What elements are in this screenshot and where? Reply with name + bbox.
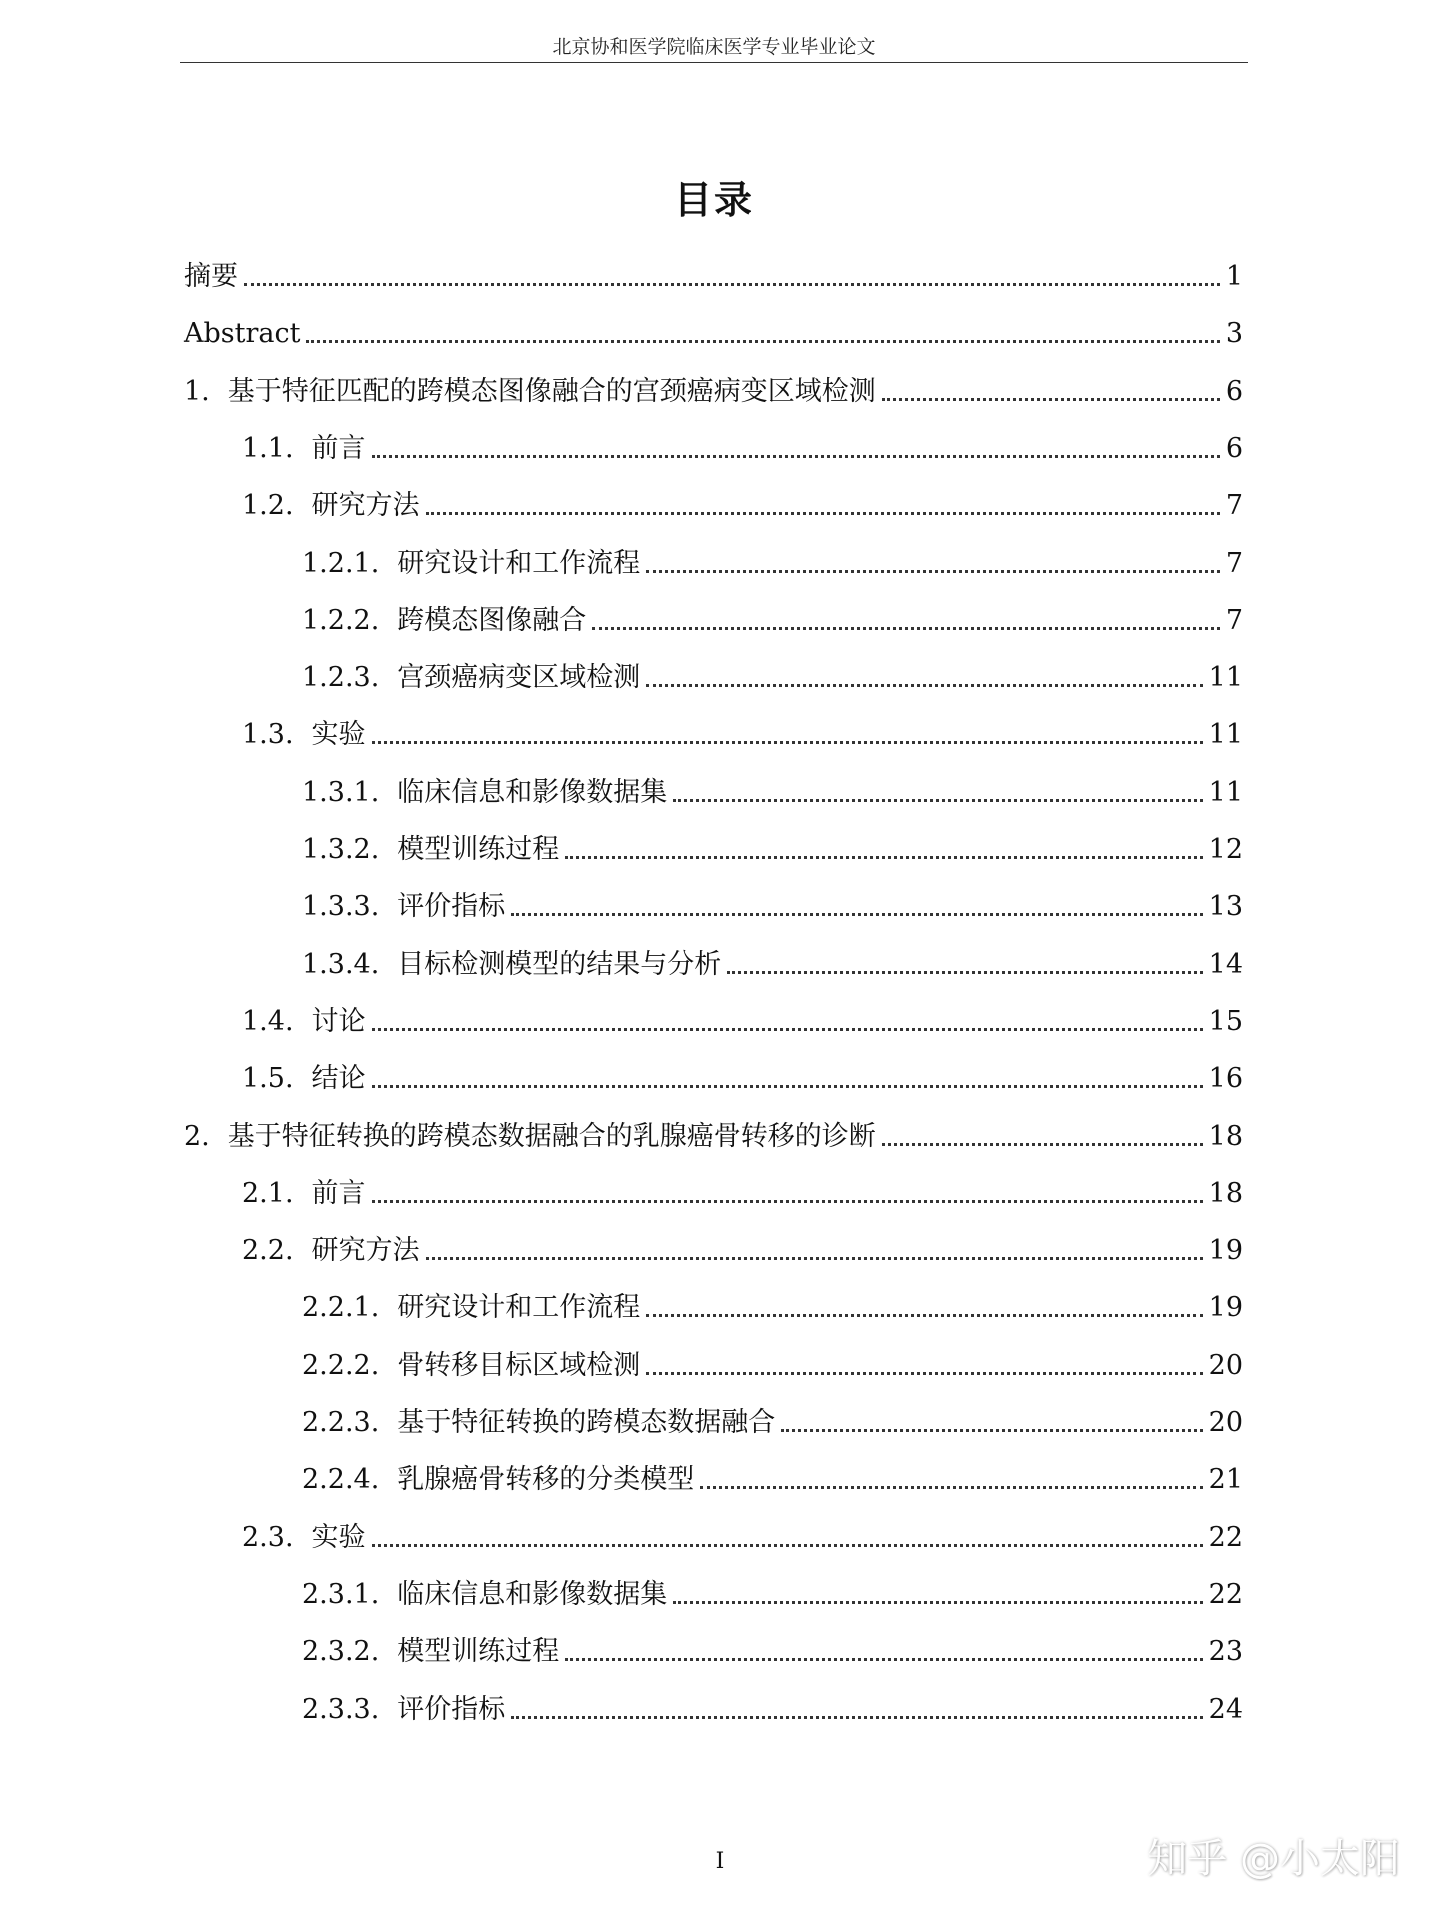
toc-dot-leader: [306, 340, 1219, 343]
toc-entry-page: 1: [1225, 261, 1243, 292]
toc-entry[interactable]: [302, 1687, 1243, 1727]
toc-entry-title: 模型训练过程: [397, 834, 560, 865]
toc-dot-leader: [592, 627, 1220, 630]
toc-entry[interactable]: [242, 1056, 1243, 1096]
toc-dot-leader: [727, 971, 1202, 974]
toc-dot-leader: [646, 570, 1220, 573]
toc-dot-leader: [372, 1544, 1203, 1547]
toc-entry-title: 前言: [311, 1178, 366, 1209]
toc-dot-leader: [372, 1200, 1203, 1203]
toc-entry[interactable]: [184, 254, 1243, 294]
toc-entry-number: 1.: [184, 376, 210, 407]
toc-entry-number: 1.1.: [242, 433, 294, 464]
toc-entry-number: 1.5.: [242, 1063, 294, 1094]
toc-entry-page: 11: [1208, 777, 1243, 808]
toc-entry-title: 模型训练过程: [397, 1636, 560, 1667]
toc-entry[interactable]: [302, 1343, 1243, 1383]
toc-entry-title: 基于特征匹配的跨模态图像融合的宫颈癌病变区域检测: [227, 376, 876, 407]
toc-entry-number: 2.: [184, 1121, 210, 1152]
toc-dot-leader: [882, 1143, 1203, 1146]
toc-entry-number: 2.3.1.: [302, 1579, 380, 1610]
toc-entry-page: 23: [1208, 1636, 1243, 1667]
toc-entry-page: 22: [1208, 1579, 1243, 1610]
toc-entry[interactable]: [302, 655, 1243, 695]
toc-entry[interactable]: [242, 1228, 1243, 1268]
toc-entry-number: 1.2.2.: [302, 605, 380, 636]
toc-entry-number: 2.3.3.: [302, 1694, 380, 1725]
toc-dot-leader: [646, 1314, 1202, 1317]
toc-entry-title: 前言: [311, 433, 366, 464]
toc-entry-title: 目标检测模型的结果与分析: [397, 949, 722, 980]
toc-entry-title: 实验: [311, 719, 366, 750]
toc-entry[interactable]: [302, 1572, 1243, 1612]
toc-entry-page: 12: [1208, 834, 1243, 865]
toc-entry-page: 7: [1225, 490, 1243, 521]
toc-entry[interactable]: [242, 712, 1243, 752]
toc-entry-title: 摘要: [184, 261, 238, 292]
toc-entry-title: 评价指标: [397, 891, 506, 922]
toc-dot-leader: [673, 1601, 1202, 1604]
toc-entry-page: 7: [1225, 605, 1243, 636]
toc-entry-page: 22: [1208, 1522, 1243, 1553]
toc-entry-page: 20: [1208, 1407, 1243, 1438]
toc-entry-number: 2.3.: [242, 1522, 294, 1553]
toc-entry-number: 2.2.3.: [302, 1407, 380, 1438]
toc-entry-number: 2.2.4.: [302, 1464, 380, 1495]
toc-entry-number: 2.2.2.: [302, 1350, 380, 1381]
toc-entry-title: Abstract: [184, 318, 301, 349]
toc-entry[interactable]: [242, 1171, 1243, 1211]
toc-entry-page: 7: [1225, 548, 1243, 579]
toc-entry-title: 临床信息和影像数据集: [397, 1579, 668, 1610]
toc-entry-title: 跨模态图像融合: [397, 605, 587, 636]
running-header: 北京协和医学院临床医学专业毕业论文: [552, 36, 876, 58]
toc-entry-page: 21: [1208, 1464, 1243, 1495]
toc-entry-page: 11: [1208, 662, 1243, 693]
toc-dot-leader: [244, 283, 1220, 286]
toc-title: 目录: [673, 178, 754, 222]
toc-dot-leader: [511, 1716, 1202, 1719]
toc-entry[interactable]: [242, 483, 1243, 523]
toc-entry-number: 1.3.1.: [302, 777, 380, 808]
toc-entry-title: 结论: [311, 1063, 366, 1094]
toc-entry-title: 基于特征转换的跨模态数据融合的乳腺癌骨转移的诊断: [227, 1121, 876, 1152]
toc-entry[interactable]: [302, 884, 1243, 924]
watermark: 知乎 @小太阳: [1147, 1836, 1400, 1882]
toc-entry[interactable]: [302, 942, 1243, 982]
toc-entry[interactable]: [302, 1629, 1243, 1669]
toc-dot-leader: [372, 1085, 1203, 1088]
toc-dot-leader: [372, 455, 1220, 458]
toc-dot-leader: [673, 799, 1202, 802]
toc-entry-page: 18: [1208, 1121, 1243, 1152]
toc-entry-number: 1.3.3.: [302, 891, 380, 922]
toc-dot-leader: [565, 856, 1202, 859]
toc-entry[interactable]: [184, 1114, 1243, 1154]
toc-entry-number: 1.2.: [242, 490, 294, 521]
toc-entry-title: 基于特征转换的跨模态数据融合: [397, 1407, 776, 1438]
toc-entry-page: 16: [1208, 1063, 1243, 1094]
toc-entry-title: 骨转移目标区域检测: [397, 1350, 641, 1381]
toc-entry-title: 研究方法: [311, 1235, 420, 1266]
toc-entry-page: 14: [1208, 949, 1243, 980]
toc-entry-title: 实验: [311, 1522, 366, 1553]
toc-entry-title: 评价指标: [397, 1694, 506, 1725]
toc-entry-page: 19: [1208, 1292, 1243, 1323]
toc-entry-number: 2.2.1.: [302, 1292, 380, 1323]
toc-dot-leader: [700, 1486, 1202, 1489]
toc-entry-page: 13: [1208, 891, 1243, 922]
toc-entry[interactable]: [302, 1400, 1243, 1440]
toc-dot-leader: [511, 913, 1202, 916]
toc-entry[interactable]: [302, 1285, 1243, 1325]
toc-entry-page: 19: [1208, 1235, 1243, 1266]
toc-entry-number: 2.2.: [242, 1235, 294, 1266]
toc-entry[interactable]: [302, 541, 1243, 581]
toc-entry-title: 研究设计和工作流程: [397, 1292, 641, 1323]
toc-entry[interactable]: [184, 311, 1243, 351]
toc-entry-page: 24: [1208, 1694, 1243, 1725]
toc-dot-leader: [565, 1658, 1202, 1661]
toc-entry-page: 11: [1208, 719, 1243, 750]
toc-entry-page: 18: [1208, 1178, 1243, 1209]
toc-entry[interactable]: [302, 1457, 1243, 1497]
toc-entry-number: 2.1.: [242, 1178, 294, 1209]
page-number: I: [715, 1849, 725, 1874]
toc-dot-leader: [781, 1429, 1202, 1432]
toc-entry[interactable]: [302, 770, 1243, 810]
toc-dot-leader: [426, 1257, 1203, 1260]
toc-entry-number: 2.3.2.: [302, 1636, 380, 1667]
toc-dot-leader: [372, 741, 1203, 744]
toc-entry-number: 1.3.4.: [302, 949, 380, 980]
toc-entry-page: 6: [1225, 376, 1243, 407]
toc-entry-title: 研究设计和工作流程: [397, 548, 641, 579]
toc-entry-page: 3: [1225, 318, 1243, 349]
toc-dot-leader: [882, 398, 1220, 401]
toc-entry-page: 6: [1225, 433, 1243, 464]
toc-dot-leader: [372, 1028, 1203, 1031]
toc-entry-number: 1.3.: [242, 719, 294, 750]
toc-entry-title: 乳腺癌骨转移的分类模型: [397, 1464, 695, 1495]
toc-dot-leader: [646, 684, 1202, 687]
toc-entry[interactable]: [184, 369, 1243, 409]
toc-entry-page: 20: [1208, 1350, 1243, 1381]
toc-entry-page: 15: [1208, 1006, 1243, 1037]
toc-entry-number: 1.2.3.: [302, 662, 380, 693]
toc-entry-number: 1.4.: [242, 1006, 294, 1037]
toc-entry[interactable]: [302, 827, 1243, 867]
toc-entry[interactable]: [242, 1515, 1243, 1555]
toc-dot-leader: [646, 1372, 1202, 1375]
toc-entry-title: 研究方法: [311, 490, 420, 521]
toc-entry-number: 1.3.2.: [302, 834, 380, 865]
toc-entry-title: 讨论: [311, 1006, 366, 1037]
toc-entry[interactable]: [302, 598, 1243, 638]
toc-entry-number: 1.2.1.: [302, 548, 380, 579]
toc-entry[interactable]: [242, 426, 1243, 466]
toc-dot-leader: [426, 512, 1220, 515]
toc-entry-title: 宫颈癌病变区域检测: [397, 662, 641, 693]
toc-entry-title: 临床信息和影像数据集: [397, 777, 668, 808]
toc-entry[interactable]: [242, 999, 1243, 1039]
